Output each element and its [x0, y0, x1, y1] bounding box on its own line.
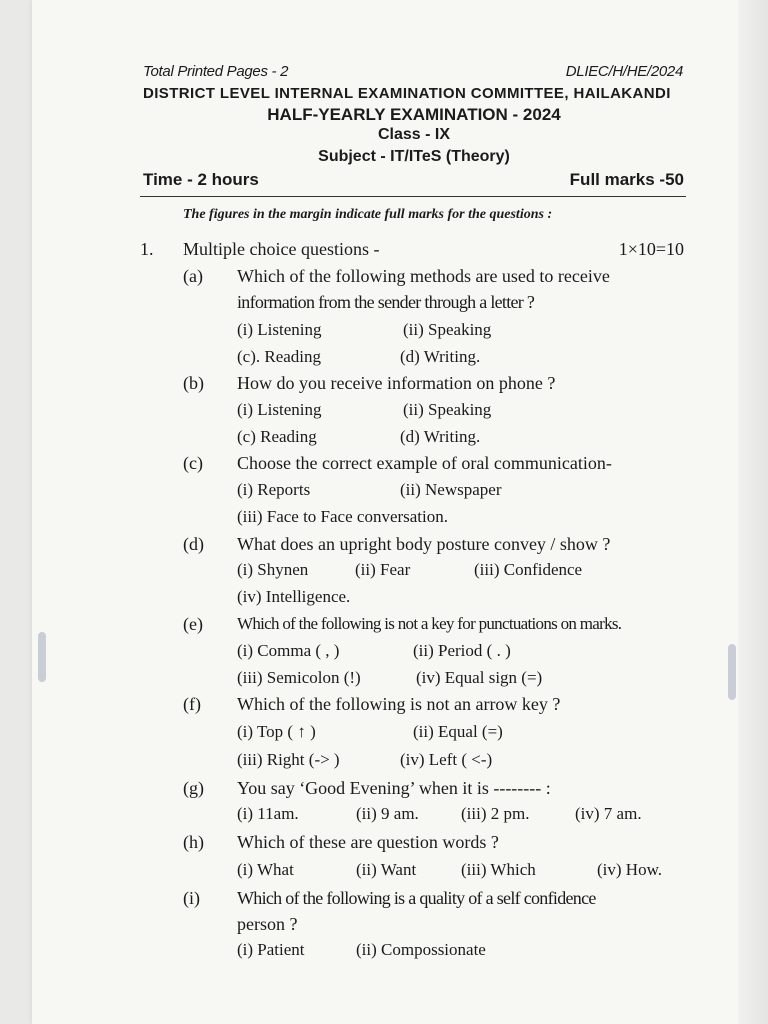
binder-shadow [38, 632, 46, 682]
option: (i) Top ( ↑ ) [237, 722, 316, 741]
option: (i) Listening [237, 320, 322, 339]
option: (ii) Newspaper [400, 480, 502, 499]
exam-title: HALF-YEARLY EXAMINATION - 2024 [267, 105, 561, 124]
question-text: What does an upright body posture convey / show ? [237, 534, 611, 554]
question-label: (g) [183, 778, 204, 798]
question-text: Which of the following methods are used to receive [237, 266, 610, 286]
question-label: (e) [183, 614, 203, 634]
question-text: How do you receive information on phone ? [237, 373, 556, 393]
option: (ii) 9 am. [356, 804, 419, 823]
option: (iv) 7 am. [575, 804, 642, 823]
section-marks: 1×10=10 [618, 239, 684, 259]
option: (i) What [237, 860, 294, 879]
option: (ii) Speaking [403, 320, 492, 339]
instruction: The figures in the margin indicate full marks for the questions : [183, 207, 553, 222]
question-label: (a) [183, 266, 203, 286]
option: (i) Patient [237, 940, 305, 959]
option: (iv) How. [597, 860, 662, 879]
section-number: 1. [140, 239, 154, 259]
question-label: (d) [183, 534, 204, 554]
option: (i) Listening [237, 400, 322, 419]
option: (i) Shynen [237, 560, 309, 579]
option: (iii) Semicolon (!) [237, 668, 361, 687]
question-label: (i) [183, 888, 200, 908]
option: (ii) Compossionate [356, 940, 486, 959]
option: (iii) Which [461, 860, 536, 879]
option: (i) Comma ( , ) [237, 641, 340, 660]
question-label: (f) [183, 694, 201, 714]
option: (ii) Speaking [403, 400, 492, 419]
option: (iii) Confidence [474, 560, 583, 579]
question-text: Which of the following is not an arrow key ? [237, 694, 561, 714]
option: (iv) Equal sign (=) [416, 668, 543, 687]
option: (i) Reports [237, 480, 311, 499]
option: (iii) 2 pm. [461, 804, 530, 823]
option: (c) Reading [237, 427, 317, 446]
full-marks: Full marks -50 [569, 170, 684, 189]
subject-label: Subject - IT/ITeS (Theory) [318, 148, 510, 165]
option: (i) 11am. [237, 804, 299, 823]
section-title: Multiple choice questions - [183, 239, 380, 259]
time-label: Time - 2 hours [143, 170, 259, 189]
option: (d) Writing. [400, 347, 481, 366]
question-text: person ? [237, 914, 298, 934]
paper-code: DLIEC/H/HE/2024 [565, 63, 683, 80]
question-text: Which of these are question words ? [237, 832, 499, 852]
question-text: Which of the following is a quality of a self confidence [237, 888, 596, 908]
question-text: You say ‘Good Evening’ when it is -------- : [237, 778, 551, 798]
question-text: Choose the correct example of oral communication- [237, 453, 612, 473]
question-label: (h) [183, 832, 204, 852]
option: (d) Writing. [400, 427, 481, 446]
option: (ii) Period ( . ) [413, 641, 511, 660]
total-pages: Total Printed Pages - 2 [143, 63, 289, 80]
option: (iv) Left ( <-) [400, 750, 493, 769]
question-label: (c) [183, 453, 203, 473]
header-rule [140, 196, 686, 197]
option: (ii) Want [356, 860, 417, 879]
question-text: information from the sender through a letter ? [237, 292, 535, 312]
option: (iii) Face to Face conversation. [237, 507, 449, 526]
option: (ii) Fear [355, 560, 411, 579]
option: (ii) Equal (=) [413, 722, 503, 741]
question-text: Which of the following is not a key for punctuations on marks. [237, 614, 622, 633]
option: (iii) Right (-> ) [237, 750, 340, 769]
class-label: Class - IX [377, 126, 451, 143]
binder-ring [728, 644, 736, 700]
question-label: (b) [183, 373, 204, 393]
option: (iv) Intelligence. [237, 587, 351, 606]
committee-name: DISTRICT LEVEL INTERNAL EXAMINATION COMMITTEE, HAILAKANDI [143, 85, 671, 102]
option: (c). Reading [237, 347, 322, 366]
